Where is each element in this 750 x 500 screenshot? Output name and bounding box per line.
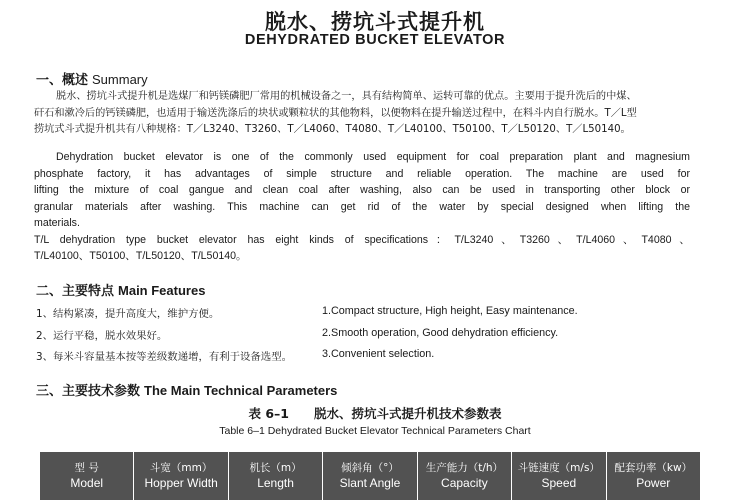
feature-item-cn: 3、每米斗容量基本按等差级数递增，有利于设备选型。 [36,351,292,363]
section-heading-summary-en: Summary [92,72,148,87]
summary-en-line: phosphate factory, it has advantages of simple structure and reliable operation. The machine are used for [34,167,690,180]
section-heading-parameters-en: The Main Technical Parameters [144,383,338,398]
section-heading-features-cn: 二、主要特点 [36,284,115,299]
column-label-en: Capacity [441,476,488,490]
column-label-cn: 斗宽（mm） [149,462,213,474]
section-heading-parameters [36,380,337,399]
section-heading-summary [36,69,148,88]
summary-cn-line: 脱水、捞坑斗式提升机是选煤厂和钙镁磷肥厂常用的机械设备之一，具有结构简单、运转可靠的优点。主要用于提升洗后的中煤、 [56,91,637,102]
summary-paragraph-cn [34,89,690,139]
table-title-en: Table 6–1 Dehydrated Bucket Elevator Technical Parameters Chart [219,425,531,437]
section-heading-features [36,280,205,299]
feature-item-en: 3.Convenient selection. [322,348,435,360]
table-header-cell [40,452,134,500]
table-header-cell [134,452,228,500]
section-heading-summary-cn: 一、概述 [36,73,89,88]
feature-item-cn: 1、结构紧凑，提升高度大，维护方便。 [36,308,220,320]
summary-cn-line: 矸石和漱冷后的钙镁磷肥，也适用于输送洗涤后的块状或颗粒状的其他物料，以便物料在提升输送过程中，在料斗内自行脱水。T／L型 [34,107,637,119]
column-label-cn: 机长（m） [249,462,302,474]
column-label-cn: 生产能力（t/h） [425,462,504,474]
summary-en-line: granular materials after washing. This machine can get rid of the water by special designed when lifting the [34,200,690,213]
table-header-cell [229,452,323,500]
table-title-cn: 表 6–1 脱水、捞坑斗式提升机技术参数表 [248,406,502,421]
parameters-table-header [40,452,700,500]
column-label-cn: 型 号 [74,462,99,474]
column-label-cn: 倾斜角（°） [341,462,399,474]
column-label-en: Power [636,476,671,490]
column-label-en: Speed [541,476,577,490]
page-title-en: DEHYDRATED BUCKET ELEVATOR [244,32,506,48]
section-heading-parameters-cn: 三、主要技术参数 [36,384,141,399]
table-header-cell [418,452,512,500]
summary-paragraph-en [34,149,690,265]
page-title-cn: 脱水、捞坑斗式提升机 [265,10,485,34]
feature-item-en: 1.Compact structure, High height, Easy maintenance. [322,305,578,317]
column-label-en: Slant Angle [339,476,401,490]
summary-en-line: T/L40100、T50100、T/L50120、T/L50140。 [34,250,247,262]
section-heading-features-en: Main Features [118,283,206,298]
column-label-en: Length [257,476,294,490]
table-header-cell [323,452,417,500]
table-header-cell [512,452,606,500]
summary-en-line: T/L dehydration type bucket elevator has eight kinds of specifications：T/L3240、T3260、T/L4060、T4080、 [34,233,690,246]
feature-item-cn: 2、运行平稳，脱水效果好。 [36,330,168,342]
column-label-cn: 配套功率（kw） [614,462,693,474]
summary-en-line: Dehydration bucket elevator is one of the commonly used equipment for coal preparation plant and magnesium [56,151,690,163]
table-header-cell [607,452,700,500]
summary-cn-line: 捞坑式斗式提升机共有八种规格：T／L3240、T3260、T／L4060、T4080、T／L40100、T50100、T／L50120、T／L50140。 [34,124,631,136]
summary-en-line: lifting the mixture of coal gangue and clean coal after washing, also can be used in transporting other block or [34,184,690,196]
summary-en-line: materials. [34,217,80,229]
column-label-cn: 斗链速度（m/s） [517,462,600,474]
column-label-en: Hopper Width [144,476,218,490]
column-label-en: Model [70,476,104,490]
feature-item-en: 2.Smooth operation, Good dehydration efficiency. [322,327,559,339]
